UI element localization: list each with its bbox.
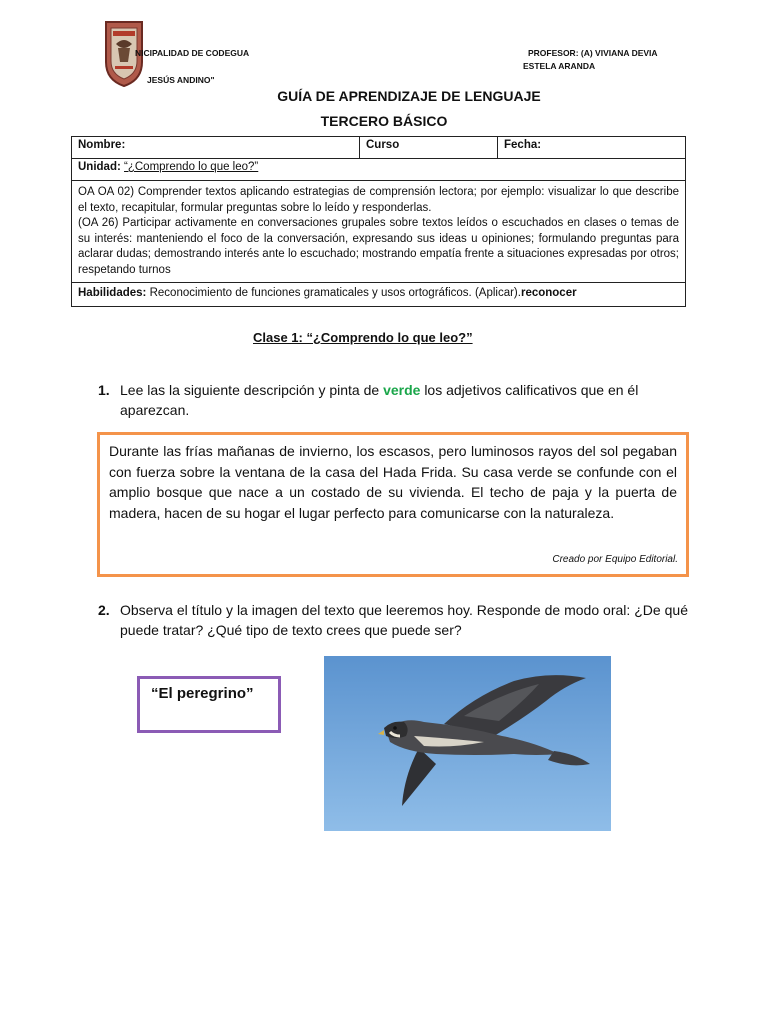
reading-passage: Durante las frías mañanas de invierno, los escasos, pero luminosos rayos del sol pegaban con fuerza sobre la ventana de la casa del Hada Frida. Su casa verde se confunde con el amplio bosque que nace a un costado de su vivienda. El techo de paja y la puerta de madera, hacen de su hogar el lugar perfecto para comunicarse con la naturaleza. [109,443,677,521]
name-label: Nombre: [78,139,126,151]
question-1-number: 1. [98,382,110,398]
objective-oa02: OA OA 02) Comprender textos aplicando estrategias de comprensión lectora; por ejemplo: visualizar lo que describe el texto, recapitular, formular preguntas sobre lo leído y responderlas. [78,186,679,214]
guide-title: GUÍA DE APRENDIZAJE DE LENGUAJE [277,88,541,104]
course-label: Curso [366,139,400,151]
unit-label: Unidad: [78,161,121,173]
unit-cell [72,159,686,181]
date-cell[interactable] [498,137,686,159]
question-1 [98,380,688,420]
date-label: Fecha: [504,139,542,151]
story-title-box [137,676,281,733]
question-1-highlight: verde [383,382,421,398]
school-name-header: JESÚS ANDINO" [147,75,215,85]
grade-title: TERCERO BÁSICO [320,113,448,129]
falcon-photo [324,656,611,831]
info-table [71,136,686,307]
story-title: “El peregrino” [151,685,254,702]
question-1-text-cont: los adjetivos calificativos que en él aparezcan. [120,382,639,418]
skills-bold: reconocer [520,287,577,299]
question-2-number: 2. [98,602,110,618]
question-2-text: Observa el título y la imagen del texto que leeremos hoy. Responde de modo oral: ¿De qué puede tratar? ¿Qué tipo de texto crees que puede ser? [120,602,688,638]
class-title: Clase 1: “¿Comprendo lo que leo?” [253,330,473,345]
teacher-header: PROFESOR: (A) VIVIANA DEVIA [528,48,658,58]
name-cell[interactable] [72,137,360,159]
skills-label: Habilidades: [78,287,147,299]
skills-cell [72,283,686,307]
teacher-header-cont: ESTELA ARANDA [523,61,596,71]
objectives-cell [72,181,686,283]
course-cell[interactable] [360,137,498,159]
passage-credit: Creado por Equipo Editorial. [552,554,678,565]
question-2 [98,600,688,640]
objective-oa26: (OA 26) Participar activamente en conversaciones grupales sobre textos leídos o escuchados en clases o temas de su interés: manteniendo el foco de la conversación, expresando sus ideas u opiniones; formulando preguntas para aclarar dudas; demostrando interés ante lo escuchado; mostrando empatía frente a situaciones expresadas por otros; respetando turnos [78,217,679,276]
skills-value: Reconocimiento de funciones gramaticales y usos ortográficos. (Aplicar). [149,287,521,299]
municipality-header: NICIPALIDAD DE CODEGUA [135,48,250,58]
question-1-text: Lee las la siguiente descripción y pinta de [120,382,380,398]
unit-value: “¿Comprendo lo que leo?” [124,161,259,173]
reading-passage-box [97,432,689,577]
